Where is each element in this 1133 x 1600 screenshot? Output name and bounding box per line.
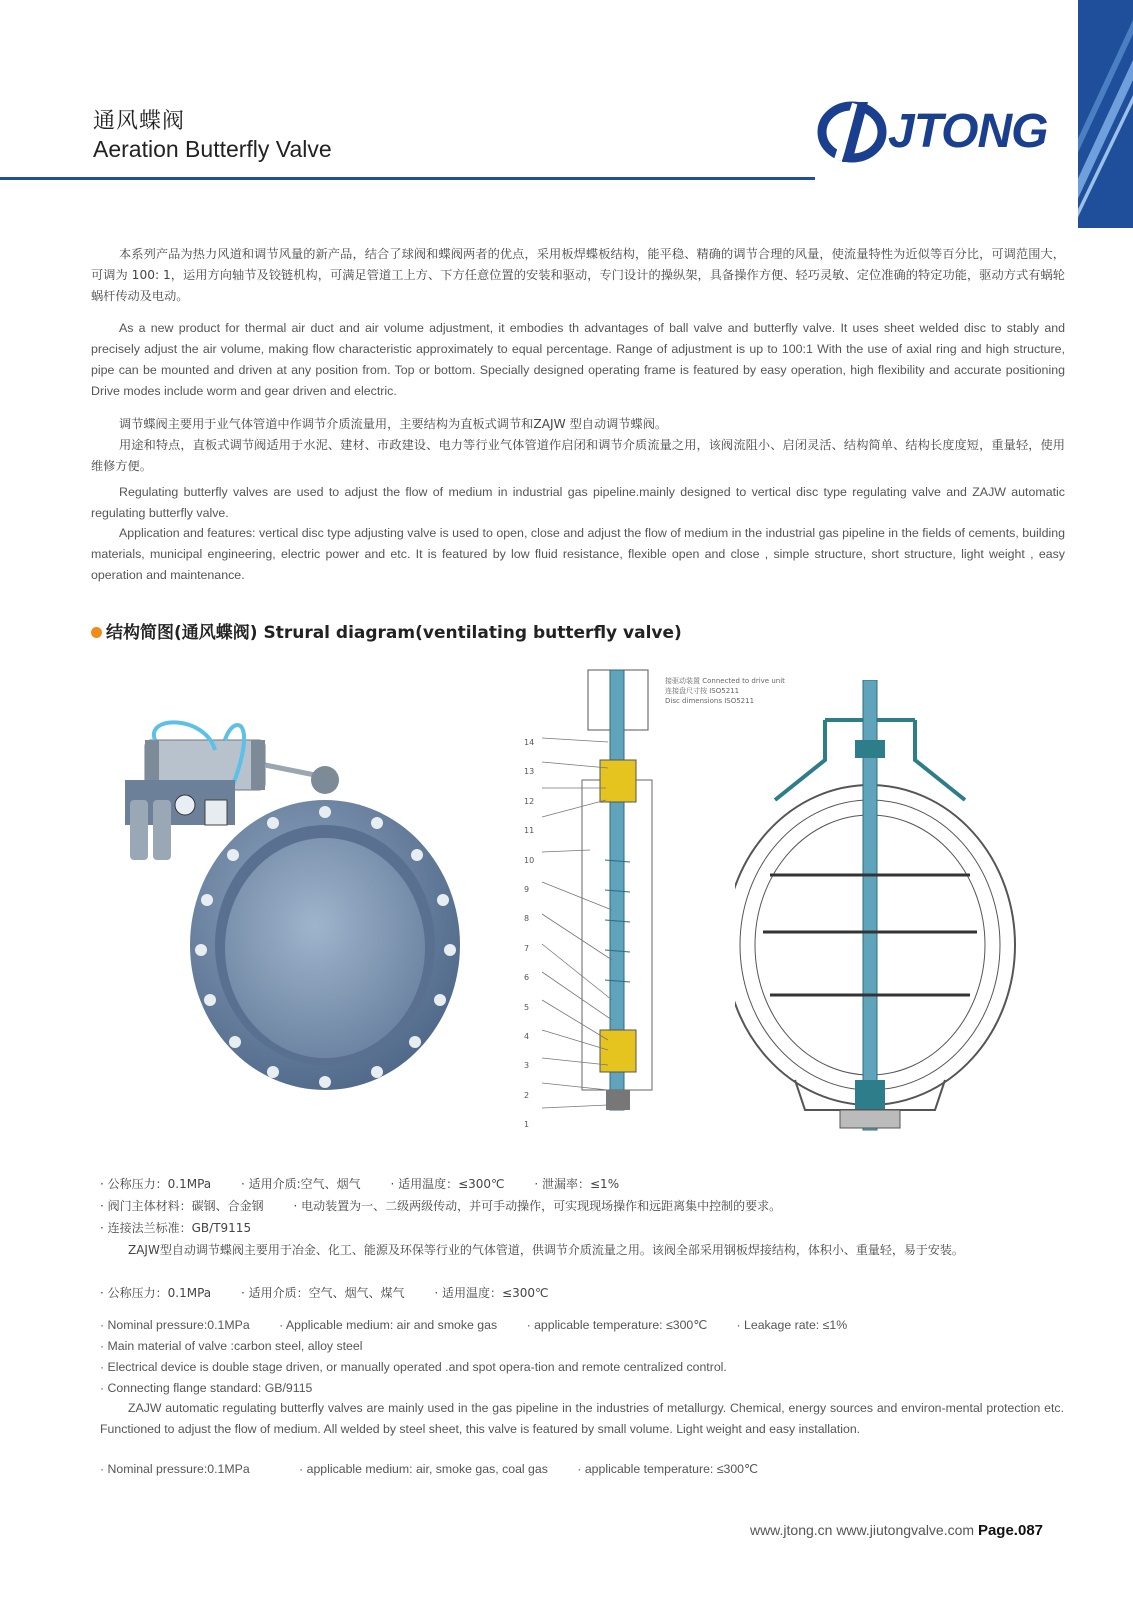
part-number: 12 <box>524 796 535 806</box>
part-number: 2 <box>524 1090 530 1100</box>
part-number: 3 <box>524 1061 530 1071</box>
disc-dimension-label-cn: 连接盘尺寸按 ISO5211 <box>665 687 740 695</box>
footer-websites[interactable]: www.jtong.cn www.jiutongvalve.com <box>749 1522 975 1538</box>
intro-en-paragraph-2: Regulating butterfly valves are used to adjust the flow of medium in industrial gas pipeline.mainly designed to vertical disc type regulating valve and ZAJW automatic regulating butterfly valve. <box>91 485 1065 520</box>
spec-en-line-4: · Connecting flange standard: GB/9115 <box>100 1381 313 1395</box>
spec-en-paragraph: ZAJW automatic regulating butterfly valves are mainly used in the gas pipeline in the industries of metallurgy. Chemical, energy sources and environ-mental protection etc. Functioned to adjust the flow of medium. All welded by steel sheet, this valve is featured by small volume. Light weight and easy installation. <box>100 1401 1064 1436</box>
part-number: 5 <box>524 1002 530 1012</box>
spec-cn-line-4: · 公称压力：0.1MPa · 适用介质：空气、烟气、煤气 · 适用温度：≤300℃ <box>100 1286 549 1300</box>
spec-en-line-1: · Nominal pressure:0.1MPa · Applicable medium: air and smoke gas · applicable temperature: ≤300℃ · Leakage rate: ≤1% <box>100 1318 848 1332</box>
part-number: 6 <box>524 973 530 983</box>
intro-en-paragraph-3: Application and features: vertical disc type adjusting valve is used to open, close and adjust the flow of medium in the industrial gas pipeline in the fields of cements, building materials, municipal engineering, electric power and etc. It is featured by low fluid resistance, flexible open and close , simple structure, short structure, light weight , easy operation and maintenance. <box>91 526 1065 582</box>
spec-en-line-3: · Electrical device is double stage driven, or manually operated .and spot opera-tion and remote centralized control. <box>100 1360 727 1374</box>
spec-cn-line-2: · 阀门主体材料：碳钢、合金钢 · 电动装置为一、二级两级传动，并可手动操作，可实现现场操作和远距离集中控制的要求。 <box>100 1199 782 1213</box>
side-section-drawing <box>520 660 720 1125</box>
header-divider <box>0 177 815 180</box>
part-number: 7 <box>524 943 530 953</box>
intro-cn-paragraph-2: 调节蝶阀主要用于业气体管道中作调节介质流量用，主要结构为直板式调节和ZAJW 型自动调节蝶阀。 <box>119 417 668 431</box>
disc-dimension-label-en: Disc dimensions ISO5211 <box>665 697 755 705</box>
corner-stripe-decoration <box>1078 0 1133 228</box>
part-number: 8 <box>524 914 530 924</box>
spec-cn-paragraph: ZAJW型自动调节蝶阀主要用于冶金、化工、能源及环保等行业的气体管道，供调节介质流量之用。该阀全部采用钢板焊接结构，体积小、重量轻，易于安装。 <box>128 1243 964 1257</box>
section-title: 结构简图(通风蝶阀) Strural diagram(ventilating butterfly valve) <box>91 618 682 643</box>
part-number: 9 <box>524 885 530 895</box>
intro-en-paragraph-1: As a new product for thermal air duct and air volume adjustment, it embodies th advantages of ball valve and butterfly valve. It uses sheet welded disc to stably and precisely adjust the air volume, making flow characteristic approximately to equal percentage. Range of adjustment is up to 100:1 With the use of axial ring and high structure, pipe can be mounted and driven at any position from. Top or bottom. Specially designed operating frame is featured by easy operation, high flexibility and accurate positioning Drive modes include worm and gear driven and electric. <box>91 321 1065 398</box>
part-number: 10 <box>524 855 535 865</box>
logo-wordmark: JTONG <box>888 105 1048 158</box>
page-title-en: Aeration Butterfly Valve <box>93 136 332 162</box>
spec-cn-line-3: · 连接法兰标准：GB/T9115 <box>100 1221 252 1235</box>
page-title-cn: 通风蝶阀 <box>93 109 186 134</box>
spec-en-line-5: · Nominal pressure:0.1MPa · applicable medium: air, smoke gas, coal gas · applicable temperature: ≤300℃ <box>100 1462 758 1476</box>
orange-bullet-icon <box>91 627 102 638</box>
part-number: 11 <box>524 826 535 836</box>
part-number: 1 <box>524 1120 530 1130</box>
front-view-drawing <box>735 680 1035 1140</box>
spec-cn-line-1: · 公称压力：0.1MPa · 适用介质:空气、烟气 · 适用温度：≤300℃ · 泄漏率：≤1% <box>100 1177 620 1191</box>
intro-cn-paragraph-1: 本系列产品为热力风道和调节风量的新产品，结合了球阀和蝶阀两者的优点，采用板焊蝶板结构，能平稳、精确的调节合理的风量，使流量特性为近似等百分比，可调范围大，可调为 100: 1，运用方向轴节及铰链机构，可满足管道工上方、下方任意位置的安装和驱动，专门设计的操纵架，具备操作方便、轻巧灵敏、定位准确的特定功能，驱动方式有蜗轮蜗杆传动及电动。 <box>91 247 1065 303</box>
part-number: 4 <box>524 1032 530 1042</box>
page-number: Page.087 <box>977 1522 1043 1539</box>
part-number: 13 <box>524 767 535 777</box>
part-number-list <box>524 728 534 1140</box>
page-footer <box>750 1522 1043 1539</box>
intro-cn-paragraph-3: 用途和特点，直板式调节阀适用于水泥、建材、市政建设、电力等行业气体管道作启闭和调节介质流量之用，该阀流阻小、启闭灵活、结构简单、结构长度度短，重量轻，使用维修方便。 <box>91 438 1065 473</box>
product-photo <box>115 720 485 1100</box>
drive-unit-label: 接驱动装置 Connected to drive unit <box>665 677 785 685</box>
jtong-logo-icon <box>816 96 888 168</box>
spec-en-line-2: · Main material of valve :carbon steel, alloy steel <box>100 1339 363 1353</box>
part-number: 14 <box>524 738 535 747</box>
